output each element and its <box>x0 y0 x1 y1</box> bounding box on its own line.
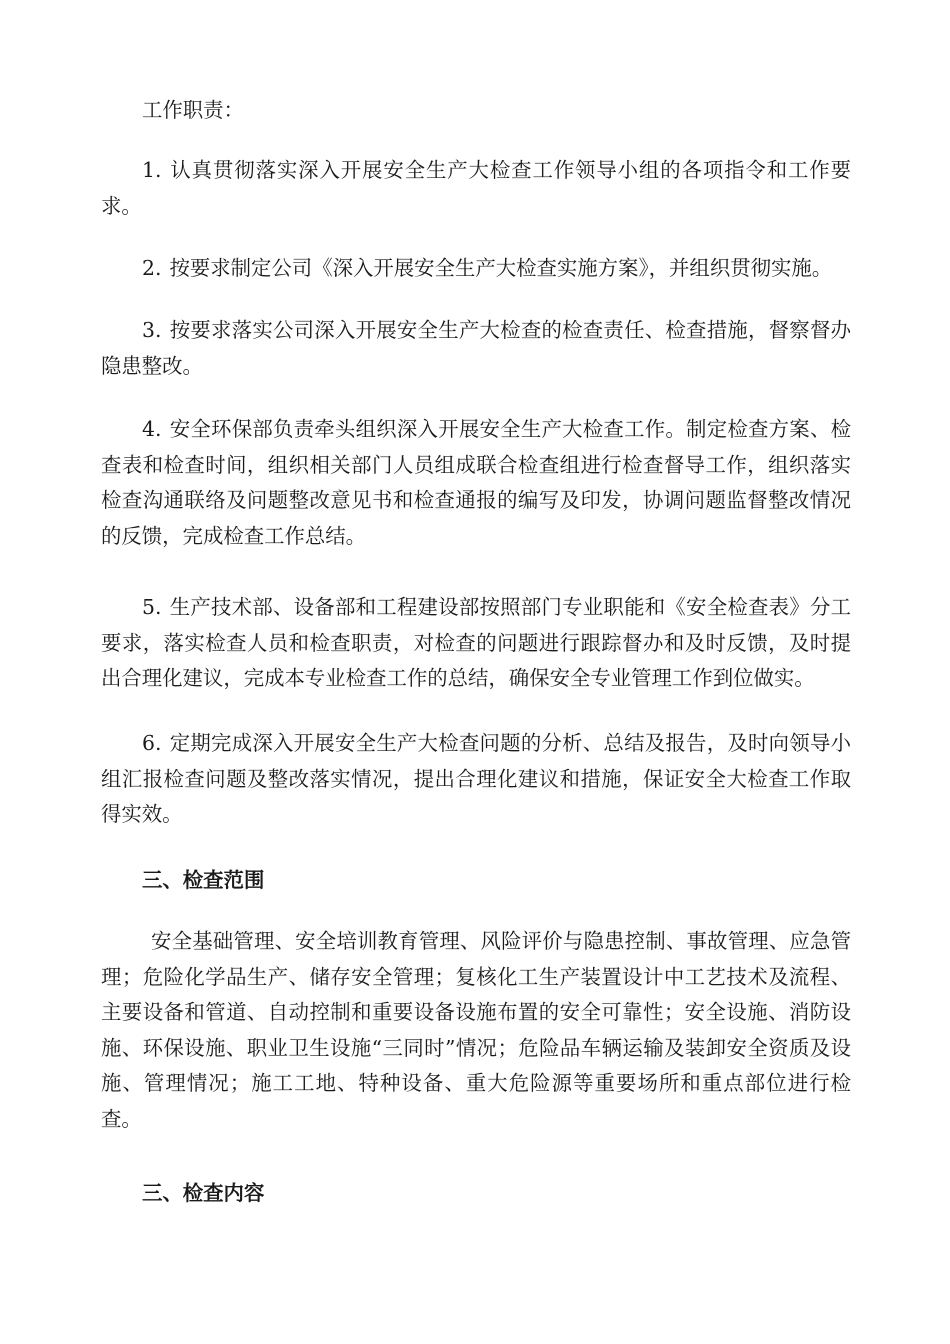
duty-text: 定期完成深入开展安全生产大检查问题的分析、总结及报告，及时向领导小组汇报检查问题及整改落实情况，提出合理化建议和措施，保证安全大检查工作取得实效。 <box>101 731 851 826</box>
duty-item-2 <box>101 251 851 287</box>
section-scope-title: 三、检查范围 <box>142 868 265 892</box>
duty-item-5 <box>101 590 851 697</box>
duty-number: 2. <box>142 256 162 280</box>
section-scope-text: 安全基础管理、安全培训教育管理、风险评价与隐患控制、事故管理、应急管理；危险化学品生产、储存安全管理；复核化工生产装置设计中工艺技术及流程、主要设备和管道、自动控制和重要设备设施布置的安全可靠性；安全设施、消防设施、环保设施、职业卫生设施“三同时”情况；危险品车辆运输及装卸安全资质及设施、管理情况；施工工地、特种设备、重大危险源等重要场所和重点部位进行检查。 <box>101 929 851 1131</box>
duty-text: 生产技术部、设备部和工程建设部按照部门专业职能和《安全检查表》分工要求，落实检查人员和检查职责，对检查的问题进行跟踪督办和及时反馈，及时提出合理化建议，完成本专业检查工作的总结，确保安全专业管理工作到位做实。 <box>101 595 851 690</box>
duty-text: 按要求制定公司《深入开展安全生产大检查实施方案》，并组织贯彻实施。 <box>169 256 833 280</box>
duty-number: 4. <box>142 417 162 441</box>
duty-text: 按要求落实公司深入开展安全生产大检查的检查责任、检查措施，督察督办隐患整改。 <box>101 318 851 378</box>
duty-item-4 <box>101 412 851 554</box>
intro-text: 工作职责： <box>142 98 244 122</box>
duty-text: 认真贯彻落实深入开展安全生产大检查工作领导小组的各项指令和工作要求。 <box>101 158 851 218</box>
duty-number: 3. <box>142 318 162 342</box>
duty-item-3 <box>101 313 851 384</box>
duty-item-1 <box>101 153 851 224</box>
duty-number: 1. <box>142 158 162 182</box>
duty-item-6 <box>101 726 851 833</box>
duty-number: 5. <box>142 595 162 619</box>
duty-text: 安全环保部负责牵头组织深入开展安全生产大检查工作。制定检查方案、检查表和检查时间，组织相关部门人员组成联合检查组进行检查督导工作，组织落实检查沟通联络及问题整改意见书和检查通报的编写及印发，协调问题监督整改情况的反馈，完成检查工作总结。 <box>101 417 851 548</box>
duty-number: 6. <box>142 731 162 755</box>
section-content-title: 三、检查内容 <box>142 1181 265 1205</box>
intro-line <box>101 93 851 129</box>
